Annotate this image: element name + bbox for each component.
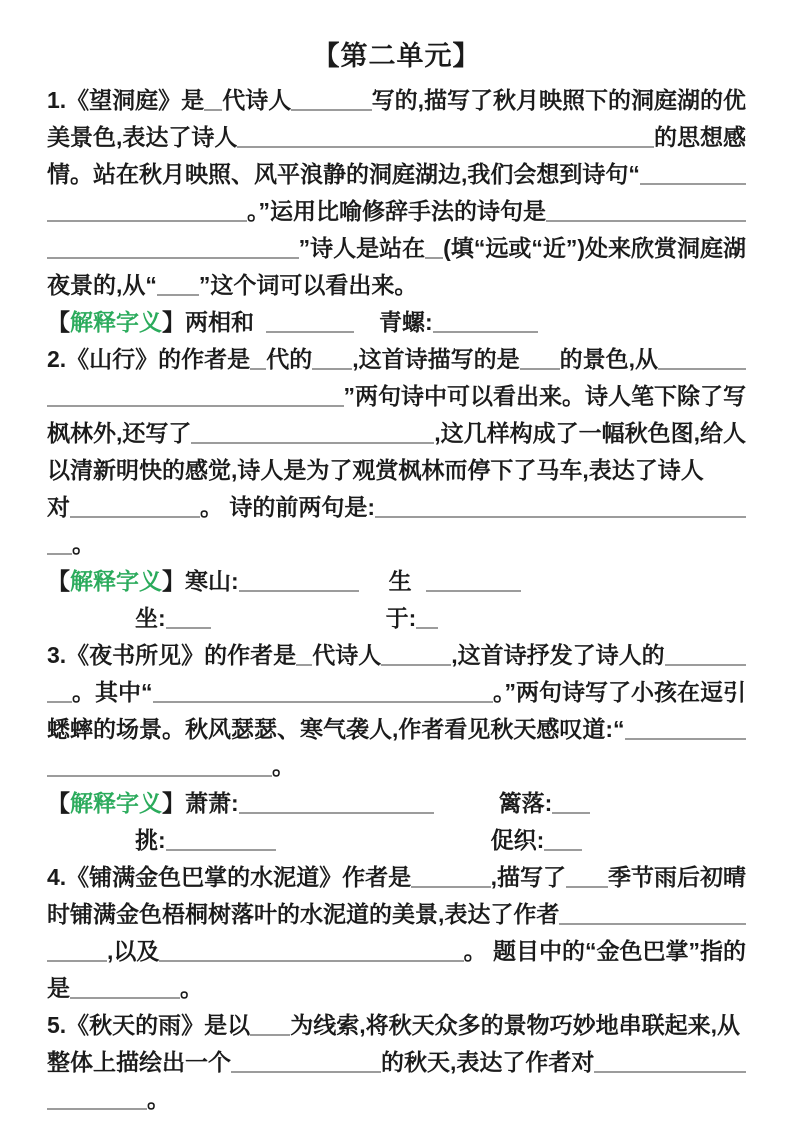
fill-in-blank: [47, 220, 247, 222]
text-run: 于:: [385, 605, 417, 631]
fill-in-blank: [166, 849, 276, 851]
text-run: 的秋天,表达了作者对: [381, 1049, 595, 1075]
text-run: 3.《夜书所见》的作者是: [47, 642, 297, 668]
q4-line-2: [47, 896, 746, 933]
fill-in-blank: [47, 257, 299, 259]
fill-in-blank: [70, 997, 180, 999]
text-run: 代诗人: [222, 87, 292, 113]
text-run: 。: [272, 753, 295, 779]
text-run: 。: [180, 975, 203, 1001]
fill-in-blank: [47, 701, 72, 703]
fill-in-blank: [237, 146, 654, 148]
gloss-label: 解释字义: [70, 790, 162, 816]
q2-line-3: [47, 415, 746, 452]
fill-in-blank: [47, 553, 72, 555]
text-run: 坐:: [135, 605, 166, 631]
fill-in-blank: [658, 368, 746, 370]
text-run: 整体上描绘出一个: [47, 1049, 231, 1075]
text-run: 【第二单元】: [312, 41, 481, 71]
q3-line-2: [47, 674, 746, 711]
fill-in-blank: [425, 257, 443, 259]
text-run: 夜景的,从“: [47, 272, 157, 298]
text-run: 】萧萧:: [162, 790, 239, 816]
text-run: 为线索,将秋天众多的景物巧妙地串联起来,从: [290, 1012, 740, 1038]
fill-in-blank: [552, 812, 590, 814]
fill-in-blank: [559, 923, 746, 925]
text-run: ,这几样构成了一幅秋色图,给人: [434, 420, 746, 446]
fill-in-blank: [266, 331, 354, 333]
fill-in-blank: [640, 183, 746, 185]
text-run: ,这首诗描写的是: [352, 346, 520, 372]
q5-line-1: [47, 1007, 746, 1044]
text-run: 代的: [266, 346, 313, 372]
text-run: (填“远或“近”)处来欣赏洞庭湖: [443, 235, 746, 261]
text-run: 。其中“: [72, 679, 153, 705]
text-run: 。 诗的前两句是:: [200, 494, 376, 520]
text-run: 季节雨后初晴: [608, 864, 746, 890]
q1-line-6: [47, 267, 746, 304]
text-run: 。: [147, 1086, 170, 1112]
q1-line-2: [47, 119, 746, 156]
q3-gloss-2: [47, 822, 746, 859]
text-run: ,描写了: [490, 864, 566, 890]
fill-in-blank: [191, 442, 434, 444]
text-run: 【: [47, 790, 70, 816]
text-run: 蟋蟀的场景。秋风瑟瑟、寒气袭人,作者看见秋天感叹道:“: [47, 716, 625, 742]
fill-in-blank: [157, 294, 199, 296]
fill-in-blank: [239, 812, 434, 814]
text-run: 【: [47, 309, 70, 335]
text-run: 以清新明快的感觉,诗人是为了观赏枫林而停下了马车,表达了诗人: [47, 457, 704, 483]
fill-in-blank: [566, 886, 608, 888]
q1-line-1: [47, 82, 746, 119]
text-run: 篱落:: [498, 790, 553, 816]
text-run: ,以及: [107, 938, 160, 964]
text-run: 代诗人: [312, 642, 382, 668]
fill-in-blank: [159, 960, 463, 962]
text-run: 】寒山:: [162, 568, 239, 594]
q1-line-3: [47, 156, 746, 193]
q5-line-2: [47, 1044, 746, 1081]
text-run: 2.《山行》的作者是: [47, 346, 251, 372]
fill-in-blank: [250, 368, 266, 370]
fill-in-blank: [426, 590, 521, 592]
fill-in-blank: [47, 960, 107, 962]
q2-line-2: [47, 378, 746, 415]
text-run: 。”运用比喻修辞手法的诗句是: [247, 198, 546, 224]
text-run: 写的,描写了秋月映照下的洞庭湖的优: [371, 87, 746, 113]
q3-line-4: [47, 748, 746, 785]
q4-line-1: [47, 859, 746, 896]
fill-in-blank: [166, 627, 211, 629]
text-run: 【: [47, 568, 70, 594]
q4-line-3: [47, 933, 746, 970]
fill-in-blank: [433, 331, 538, 333]
text-run: ,这首诗抒发了诗人的: [451, 642, 665, 668]
q2-line-5: [47, 489, 746, 526]
q3-line-1: [47, 637, 746, 674]
text-run: 的景色,从: [559, 346, 658, 372]
fill-in-blank: [250, 1034, 290, 1036]
q2-line-4: [47, 452, 746, 489]
fill-in-blank: [544, 849, 582, 851]
text-run: ”两句诗中可以看出来。诗人笔下除了写: [343, 383, 746, 409]
text-run: 。 题目中的“金色巴掌”指的: [463, 938, 746, 964]
fill-in-blank: [231, 1071, 381, 1073]
fill-in-blank: [411, 886, 490, 888]
q1-line-5: [47, 230, 746, 267]
fill-in-blank: [47, 1108, 147, 1110]
fill-in-blank: [594, 1071, 746, 1073]
text-run: ”诗人是站在: [298, 235, 426, 261]
q2-line-1: [47, 341, 746, 378]
text-run: 挑:: [135, 827, 166, 853]
q2-line-6: [47, 526, 746, 563]
text-run: 5.《秋天的雨》是以: [47, 1012, 251, 1038]
fill-in-blank: [381, 664, 451, 666]
q2-gloss-2: [47, 600, 746, 637]
text-run: 4.《铺满金色巴掌的水泥道》作者是: [47, 864, 412, 890]
text-run: 情。站在秋月映照、风平浪静的洞庭湖边,我们会想到诗句“: [47, 161, 640, 187]
fill-in-blank: [312, 368, 352, 370]
fill-in-blank: [47, 775, 272, 777]
text-run: 对: [47, 494, 70, 520]
text-run: 。”两句诗写了小孩在逗引: [493, 679, 746, 705]
gloss-label: 解释字义: [70, 309, 162, 335]
q5-line-3: [47, 1081, 746, 1118]
fill-in-blank: [665, 664, 746, 666]
fill-in-blank: [204, 109, 222, 111]
text-run: 青螺:: [379, 309, 433, 335]
q2-gloss-1: [47, 563, 746, 600]
q3-gloss-1: [47, 785, 746, 822]
fill-in-blank: [153, 701, 494, 703]
q4-line-4: [47, 970, 746, 1007]
fill-in-blank: [296, 664, 312, 666]
fill-in-blank: [520, 368, 560, 370]
text-run: 是: [47, 975, 70, 1001]
fill-in-blank: [239, 590, 359, 592]
fill-in-blank: [291, 109, 371, 111]
q3-line-3: [47, 711, 746, 748]
text-run: 生: [388, 568, 412, 594]
text-run: 1.《望洞庭》是: [47, 87, 205, 113]
text-run: ”这个词可以看出来。: [198, 272, 418, 298]
fill-in-blank: [70, 516, 200, 518]
fill-in-blank: [375, 516, 746, 518]
text-run: 。: [72, 531, 95, 557]
gloss-label: 解释字义: [70, 568, 162, 594]
q1-line-4: [47, 193, 746, 230]
text-run: 美景色,表达了诗人: [47, 124, 238, 150]
q1-gloss: [47, 304, 746, 341]
fill-in-blank: [416, 627, 438, 629]
text-run: 枫林外,还写了: [47, 420, 192, 446]
text-run: 的思想感: [654, 124, 746, 150]
section-title: [47, 30, 746, 82]
fill-in-blank: [47, 405, 344, 407]
fill-in-blank: [546, 220, 746, 222]
text-run: 促织:: [490, 827, 545, 853]
text-run: 时铺满金色梧桐树落叶的水泥道的美景,表达了作者: [47, 901, 560, 927]
text-run: 】两相和: [162, 309, 254, 335]
fill-in-blank: [625, 738, 746, 740]
